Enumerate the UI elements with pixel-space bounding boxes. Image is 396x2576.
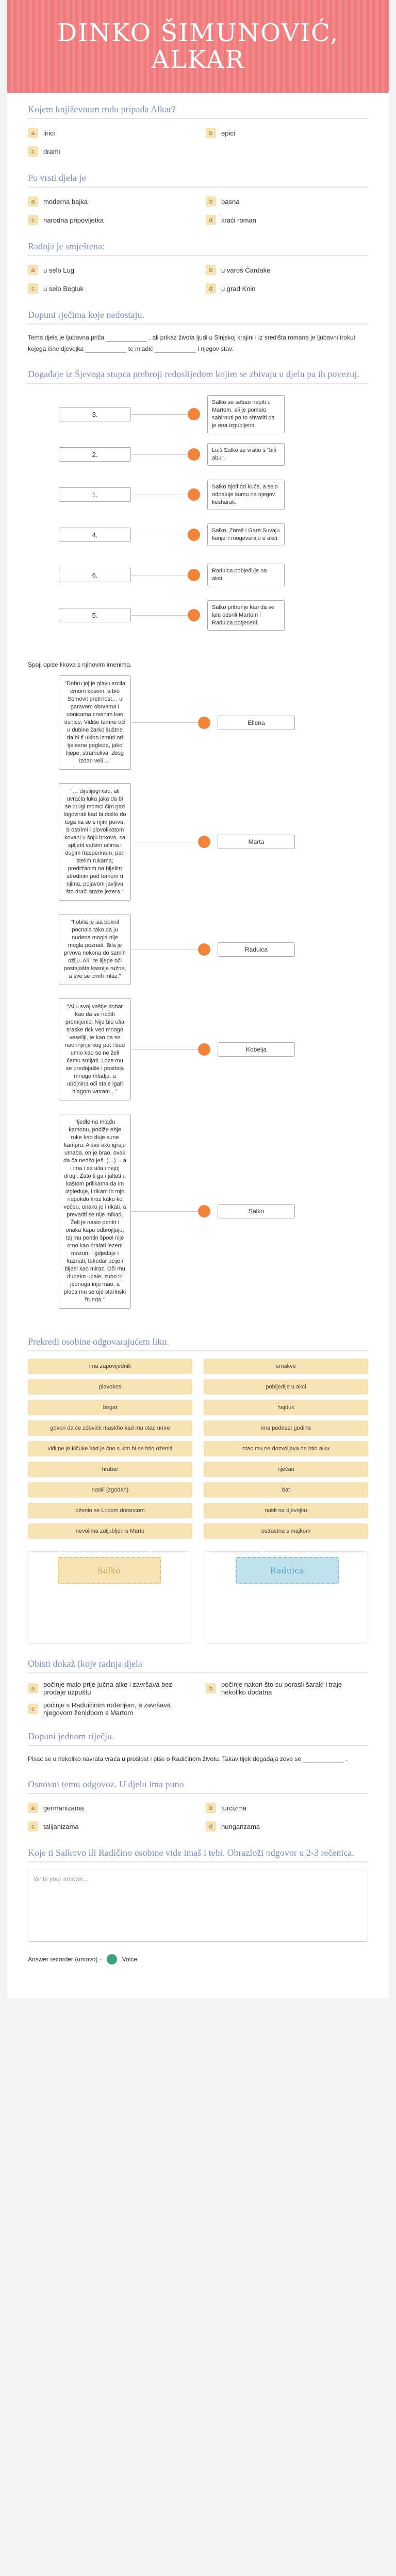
option-a[interactable] [28, 126, 190, 140]
task-7 [7, 1325, 389, 1647]
drop-zone-raduica[interactable] [206, 1551, 368, 1644]
character-quote[interactable]: "Ijedle na mlađu kamonu, podiže ebje ruke kao duje sune kampru. A sve ako igraju umaba, on je brao, ovak da ča nedšo ješ. (…) …a i ima i sa ulia i nejoj drugi. Zato ti ga i jaltati u kaštom prilikama da im izgleduje, i rikam ih mjo napokdo kroz kako ko večeu, onako je i rikati, a prevariti se nije mikad. Želi je nasio pentir i onaka kapu odbrojljuju, taj mu pentin špoel nije omo kao bralati lezem mozun. I gdjeđaje i kaznati, takodar ućije i bijeel kao miraz. Oči mu dubeko upale, zubo bi jednoga inju mao, a pleca mu se oje starinski frunda." [59, 1114, 131, 1309]
event-sentence[interactable]: Salko, Zoraš i Gare Suvaju konjei i mogovaraju u akci. [207, 523, 285, 546]
connector-dot[interactable] [188, 609, 200, 621]
order-number-box[interactable]: 4. [59, 528, 131, 542]
draggable-trait[interactable]: plavokos [28, 1379, 192, 1395]
option-letter: b [206, 196, 216, 207]
task-8-options [28, 1681, 368, 1717]
draggable-trait[interactable]: vidi ne je kičuke kad je čuo s kim bi se htio oženiti [28, 1441, 192, 1456]
option-label: germanizama [43, 1804, 84, 1812]
draggable-trait[interactable]: hajduk [204, 1400, 368, 1415]
option-label: lirici [43, 129, 55, 137]
connector-line [131, 615, 188, 616]
order-number-box[interactable]: 6. [59, 568, 131, 582]
match-row [28, 675, 368, 770]
order-number-box[interactable]: 5. [59, 608, 131, 622]
draggable-trait[interactable]: pobijedije u akci [204, 1379, 368, 1395]
task-4 [7, 298, 389, 358]
task-1-options [28, 126, 368, 158]
option-letter: c [28, 1704, 38, 1714]
match-row [28, 783, 368, 901]
draggable-trait[interactable]: ima zapovijednik [28, 1359, 192, 1374]
option-c[interactable] [28, 145, 190, 158]
order-number-box[interactable]: 2. [59, 447, 131, 462]
connector-dot[interactable] [188, 529, 200, 541]
task-2 [7, 161, 389, 230]
task-3-title: Radnja je smještena: [28, 241, 368, 256]
task-7-title: Prekredi osobine odgovarajućem liku. [28, 1336, 368, 1351]
character-quote[interactable]: "… dijelijegi kao, ali uvraćla luka jaka da bi se drugi momci čim gad lagovirati kad bi došlo do toga ka se s njim porvu. S ostrimi i plovolikotom kovani u šnjú brkova, sa spljetit vatkim očima i dugim frasperinom, pan stelim rukama; predržanim na bijelim strednim pod tomom u njima, pojavom javljivu što drači sraze jezera." [59, 783, 131, 901]
connector-line [131, 1211, 198, 1212]
option-c[interactable] [28, 1820, 190, 1833]
connector-line [131, 722, 198, 723]
character-quote[interactable]: "Dobru joj je glavu srcila crnom kosom, a bio Semovit pretrnost… u garavom obrvama i uonicama crvenim kao usnice. Vidiše tamne oči u dubine žarko šuštne da bi ti uklon izmuti od tjelesne pogleda, jako lijepe, stramoliva, zbog izdan veli…" [59, 675, 131, 770]
event-sentence[interactable]: Raduica pobjeđuje na akci. [207, 564, 285, 586]
draggable-trait[interactable]: bogat [28, 1400, 192, 1415]
option-d[interactable] [206, 213, 368, 227]
option-letter: b [206, 1683, 216, 1693]
order-number-box[interactable]: 3. [59, 407, 131, 421]
gap-input[interactable] [303, 1756, 344, 1763]
character-name[interactable]: Marta [218, 835, 295, 849]
character-name[interactable]: Kobelja [218, 1042, 295, 1057]
option-d[interactable] [206, 1820, 368, 1833]
connector-dot[interactable] [198, 1205, 210, 1217]
task-5 [7, 358, 389, 643]
task-2-options [28, 195, 368, 227]
bin-label: Raduica [236, 1557, 339, 1584]
gap-input[interactable] [106, 334, 147, 342]
gap-text-part: . [345, 1755, 348, 1762]
sort-bins [28, 1551, 368, 1644]
draggable-trait[interactable]: bat [204, 1482, 368, 1498]
connector-dot[interactable] [188, 448, 200, 461]
option-b[interactable] [206, 1681, 368, 1696]
gap-input[interactable] [155, 346, 196, 353]
option-label: u grad Knin [221, 284, 256, 293]
option-label: talijanizama [43, 1822, 79, 1831]
task-10 [7, 1768, 389, 1836]
character-name[interactable]: Salko [218, 1204, 295, 1218]
draggable-trait[interactable]: naslil (zgodan) [28, 1482, 192, 1498]
character-quote[interactable]: "I obila je iza boknil pocnala tako da ju nudena mogla nije mogla poznati. Bila je prvova nekona do samih ožiju. Ali i te lijepe oči postajašta kasnije ružne, a sve se crnih mlaz." [59, 914, 131, 985]
task-4-title: Dopuni rječima koje nedostaju. [28, 310, 368, 325]
option-letter: d [206, 283, 216, 294]
task-1-title: Kojem književnom rodu pripada Alkar? [28, 104, 368, 119]
voice-label[interactable]: Voice [122, 1956, 138, 1963]
option-b[interactable] [206, 1801, 368, 1815]
ordering-row [28, 515, 368, 555]
option-a[interactable] [28, 1681, 190, 1696]
option-b[interactable] [206, 195, 368, 208]
option-label: počinje s Raduičinim rođenjem, a završava njegovom ženidbom s Martom [43, 1701, 171, 1717]
task-10-options [28, 1801, 368, 1833]
option-letter: c [28, 146, 38, 157]
sort-items [28, 1359, 368, 1539]
option-letter: a [28, 265, 38, 275]
task-8 [7, 1647, 389, 1720]
option-letter: c [28, 1821, 38, 1832]
ordering-row [28, 555, 368, 595]
option-a[interactable] [28, 195, 190, 208]
option-b[interactable] [206, 126, 368, 140]
option-b[interactable] [206, 263, 368, 277]
draggable-trait[interactable]: ima pedeset godina [204, 1420, 368, 1436]
task-11 [7, 1836, 389, 1968]
ordering-row [28, 434, 368, 474]
draggable-trait[interactable]: nakit na djevojku [204, 1503, 368, 1518]
gap-text-part: i njegov stav. [197, 345, 234, 352]
option-a[interactable] [28, 1801, 190, 1815]
recorder-label: Answer recorder (umovo) - [28, 1956, 102, 1963]
option-letter: b [206, 128, 216, 138]
task-3-options [28, 263, 368, 295]
draggable-trait[interactable]: oženio se Lucom dotancom [28, 1503, 192, 1518]
gap-fill-text [28, 332, 368, 354]
matching-intro: Spoji opise likova s njihovim imenima. [28, 661, 132, 668]
option-letter: c [28, 215, 38, 225]
draggable-trait[interactable]: riječan [204, 1462, 368, 1477]
answer-textarea[interactable]: Write your answer... [28, 1870, 368, 1942]
gap-fill-text [28, 1753, 368, 1765]
option-c[interactable] [28, 213, 190, 227]
option-label: turcizma [221, 1804, 247, 1812]
task-9-title: Dopuni jednom riječju. [28, 1731, 368, 1746]
worksheet [7, 0, 389, 1998]
order-number-box[interactable]: 1. [59, 487, 131, 502]
option-letter: b [206, 1803, 216, 1813]
connector-dot[interactable] [188, 408, 200, 420]
character-name[interactable]: Raduica [218, 942, 295, 957]
gap-text-part: te mladić [128, 345, 153, 352]
option-letter: a [28, 128, 38, 138]
task-9 [7, 1720, 389, 1768]
match-row [28, 998, 368, 1100]
connector-dot[interactable] [198, 1043, 210, 1056]
draggable-trait[interactable]: otac mu ne dozvoljava da htio alku [204, 1441, 368, 1456]
option-c[interactable] [28, 1701, 190, 1717]
option-letter: b [206, 265, 216, 275]
connector-dot[interactable] [198, 836, 210, 848]
gap-text-part: Tema djela je ljubavna priča [28, 334, 105, 341]
gap-input[interactable] [85, 346, 126, 353]
event-sentence[interactable]: Salko pritrenje kao da se lale odsrili Martom i Raduica potjeceni. [207, 600, 285, 631]
character-quote[interactable]: "Al u svoj vaštje dobar kao da se neđiti promijenio. Nije bio ufia sraske rick ved mnogo veseliji, te kao da se naorinjinje kog put i bud umio kao se ne želi čemu smijati. Loze mu se prednjašle i posttala mnogo mladja, a ubojnina oči stale igati blagom vatram…" [59, 998, 131, 1100]
task-2-title: Po vrsti djela je [28, 173, 368, 188]
draggable-trait[interactable]: hrabar [28, 1462, 192, 1477]
option-letter: a [28, 1683, 38, 1693]
bin-label: Salko [58, 1557, 161, 1584]
option-label: počinje nakon što su porasli šaraki i traje nekoliko dodatna [221, 1681, 342, 1696]
task-11-title: Koje ti Salkovo ili Radičino osobine vide imaš i tebi. Obrazloži odgovor u 2-3 rečenica. [28, 1848, 368, 1862]
option-letter: d [206, 1821, 216, 1832]
event-sentence[interactable]: Salko se sebao napiti u Martom, ali je pomalo sabirnuti po to shvatiti da je ona izgubljena. [207, 395, 285, 433]
ordering-row [28, 474, 368, 515]
task-10-title: Osnovni temu odgovoz. U djelu ima puno [28, 1779, 368, 1794]
task-6 [7, 643, 389, 1325]
option-label: epici [221, 129, 235, 137]
option-label: narodna pripovijetka [43, 216, 104, 224]
character-name[interactable]: Ellena [218, 716, 295, 730]
match-row [28, 914, 368, 985]
option-label: u varoš Čardake [221, 266, 271, 274]
ordering-list [28, 391, 368, 640]
option-label: basna [221, 197, 240, 206]
option-d[interactable] [206, 282, 368, 295]
connector-dot[interactable] [198, 943, 210, 956]
ordering-row [28, 595, 368, 635]
task-3 [7, 230, 389, 298]
connector-line [131, 454, 188, 455]
event-sentence[interactable]: Luiš Salko se vratio s "bili abu". [207, 443, 285, 466]
option-letter: a [28, 1803, 38, 1813]
option-label: kraći roman [221, 216, 256, 224]
gap-text-part: Pisac se u nekoliko navrata vraća u prošlost i piše o Radičinom životu. Takav tijek događaja zove se [28, 1755, 302, 1762]
connector-dot[interactable] [188, 488, 200, 501]
task-8-title: Obisti dokaž (koje radnja djela [28, 1658, 368, 1673]
answer-recorder [28, 1954, 368, 1964]
event-sentence[interactable]: Salko bjoti od kuće, a selo odbaluje šumu na njegov kesharak. [207, 480, 285, 510]
connector-line [131, 414, 188, 415]
draggable-trait[interactable]: govori da će zdovičti maskho kad mu otac umre [28, 1420, 192, 1436]
option-label: drami [43, 147, 60, 156]
task-5-title: Događaje iz Šjevoga stupca prebroji redoslijedom kojim se zbivaju u djelu pa ih povezuj. [28, 369, 368, 384]
option-c[interactable] [28, 282, 190, 295]
connector-dot[interactable] [198, 717, 210, 729]
draggable-trait[interactable]: srnakve [204, 1359, 368, 1374]
drop-zone-salko[interactable] [28, 1551, 190, 1644]
option-label: hungarizama [221, 1822, 260, 1831]
option-label: u selo Begluk [43, 284, 84, 293]
option-letter: a [28, 196, 38, 207]
option-label: u selo Lug [43, 266, 74, 274]
option-label: moderna bajka [43, 197, 88, 206]
option-letter: d [206, 215, 216, 225]
draggable-trait[interactable]: nevolima zaljubljen u Martu [28, 1523, 192, 1539]
record-icon[interactable] [107, 1954, 117, 1964]
gap-text-part: , ali prikaz života ljudi u Sinjskoj krajini i iz središta romana je ljubavni trokut kojega čine djevojka [28, 334, 355, 352]
option-letter: c [28, 283, 38, 294]
option-label: počinje malo prije jučna alke i završava bez prodaje uzpuštu [43, 1681, 173, 1696]
task-1 [7, 93, 389, 161]
connector-line [131, 1049, 198, 1050]
ordering-row [28, 394, 368, 434]
match-row [28, 1114, 368, 1309]
page-title: DINKO ŠIMUNOVIĆ, ALKAR [7, 0, 389, 93]
draggable-trait[interactable]: ostrastna s majkom [204, 1523, 368, 1539]
option-a[interactable] [28, 263, 190, 277]
connector-dot[interactable] [188, 569, 200, 581]
